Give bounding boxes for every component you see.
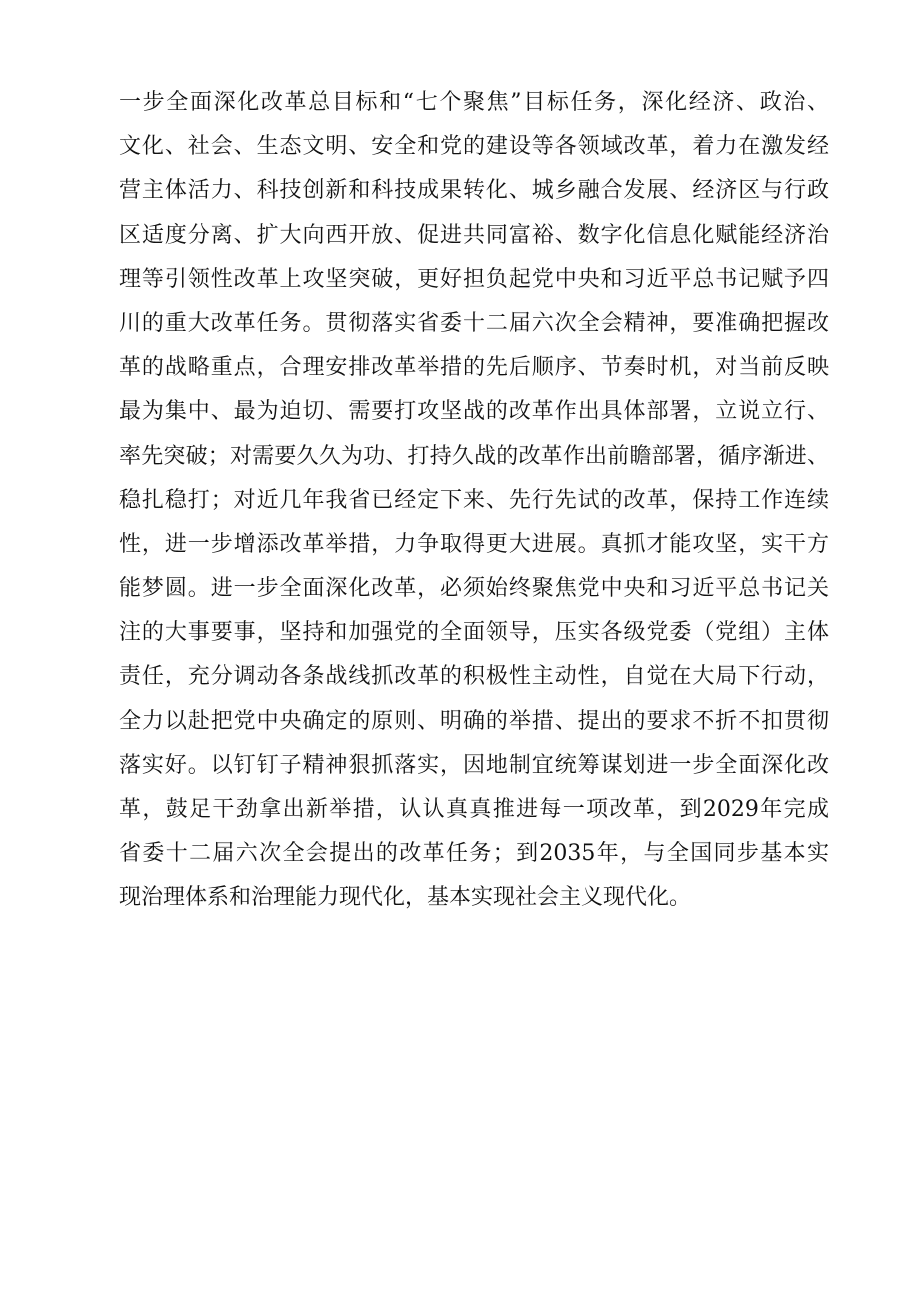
text-line: 省委十二届六次全会提出的改革任务；到2035年，与全国同步基本实 [119,841,829,867]
text-line: 理等引领性改革上攻坚突破，更好担负起党中央和习近平总书记赋予四 [119,266,829,292]
text-line: 现治理体系和治理能力现代化，基本实现社会主义现代化。 [119,885,692,911]
text-line: 革的战略重点，合理安排改革举措的先后顺序、节奏时机，对当前反映 [119,355,829,381]
text-line: 落实好。以钉钉子精神狠抓落实，因地制宜统筹谋划进一步全面深化改 [119,752,829,778]
text-line: 区适度分离、扩大向西开放、促进共同富裕、数字化信息化赋能经济治 [119,222,829,248]
text-line: 革，鼓足干劲拿出新举措，认认真真推进每一项改革，到2029年完成 [119,797,829,822]
text-line: 最为集中、最为迫切、需要打攻坚战的改革作出具体部署，立说立行、 [119,399,829,425]
text-line: 稳扎稳打；对近几年我省已经定下来、先行先试的改革，保持工作连续 [119,487,829,513]
text-line: 全力以赴把党中央确定的原则、明确的举措、提出的要求不折不扣贯彻 [119,708,829,734]
text-line: 率先突破；对需要久久为功、打持久战的改革作出前瞻部署，循序渐进、 [119,443,829,469]
text-line: 川的重大改革任务。贯彻落实省委十二届六次全会精神，要准确把握改 [119,310,829,336]
text-line: 一步全面深化改革总目标和“七个聚焦”目标任务，深化经济、政治、 [119,90,829,115]
text-line: 能梦圆。进一步全面深化改革，必须始终聚焦党中央和习近平总书记关 [119,576,829,602]
body-paragraph [119,92,829,932]
text-line: 责任，充分调动各条战线抓改革的积极性主动性，自觉在大局下行动， [119,664,829,690]
text-line: 营主体活力、科技创新和科技成果转化、城乡融合发展、经济区与行政 [119,178,829,204]
text-line: 文化、社会、生态文明、安全和党的建设等各领域改革，着力在激发经 [119,134,829,160]
text-line: 注的大事要事，坚持和加强党的全面领导，压实各级党委（党组）主体 [119,620,829,646]
text-line: 性，进一步增添改革举措，力争取得更大进展。真抓才能攻坚，实干方 [119,531,829,557]
